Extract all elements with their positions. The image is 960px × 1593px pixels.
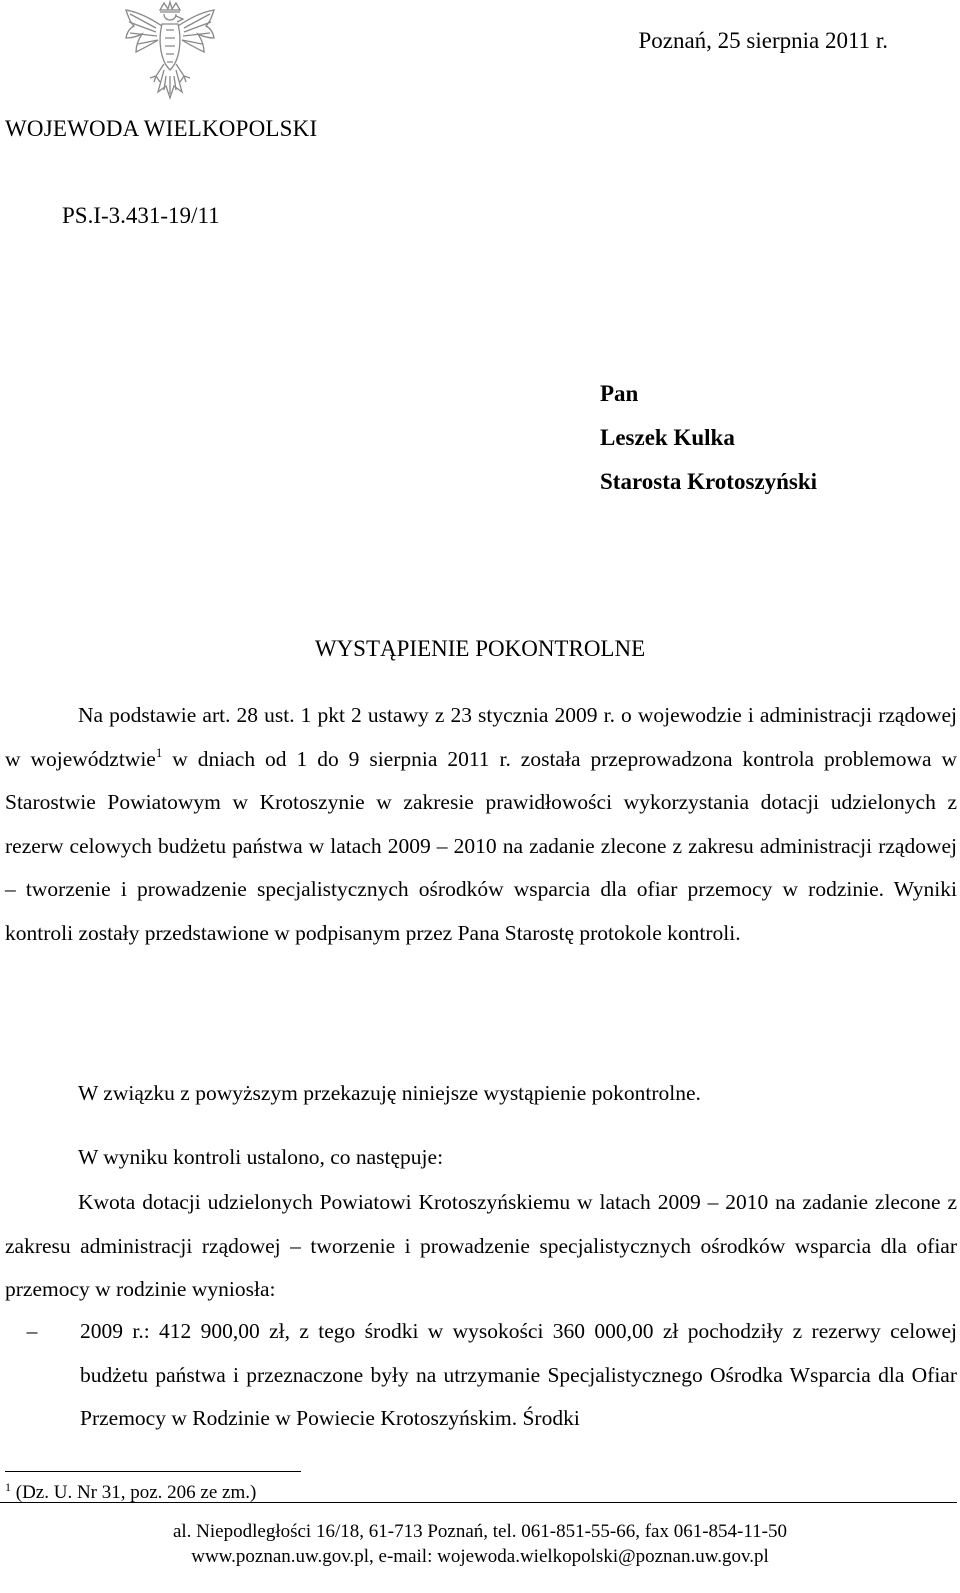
document-title: WYSTĄPIENIE POKONTROLNE: [314, 636, 646, 661]
footer-divider: [0, 1502, 957, 1503]
recipient-salutation: Pan: [600, 381, 639, 406]
list-item: 2009 r.: 412 900,00 zł, z tego środki w wysokości 360 000,00 zł pochodziły z rezerwy celowej budżetu państwa i przeznaczone były na utrzymanie Specjalistycznego Ośrodka Wsparcia dla Ofiar Przemocy w Rodzinie w Powiecie Krotoszyńskim. Środki: [80, 1319, 957, 1430]
findings-list: [0, 1310, 957, 1441]
list-dash: –: [26, 1319, 38, 1343]
footnote-number: 1: [5, 1480, 11, 1494]
footnote-divider: [5, 1471, 301, 1472]
paragraph-findings-intro: W wyniku kontroli ustalono, co następuje:: [78, 1145, 444, 1169]
paragraph-grant-amount-text: Kwota dotacji udzielonych Powiatowi Krotoszyńskiemu w latach 2009 – 2010 na zadanie zlecone z zakresu administracji rządowej – tworzenie i prowadzenie specjalistycznych ośrodków wsparcia dla ofiar przemocy w rodzinie wyniosła:: [5, 1190, 957, 1301]
footnote-text: (Dz. U. Nr 31, poz. 206 ze zm.): [11, 1482, 257, 1503]
footer-address: al. Niepodległości 16/18, 61-713 Poznań, tel. 061-851-55-66, fax 061-854-11-50: [172, 1521, 788, 1542]
recipient-title: Starosta Krotoszyński: [600, 469, 818, 494]
paragraph-legal-basis-text-2: w dniach od 1 do 9 sierpnia 2011 r. została przeprowadzona kontrola problemowa w Starostwie Powiatowym w Krotoszynie w zakresie prawidłowości wykorzystania dotacji udzielonych z rezerw celowych budżetu państwa w latach 2009 – 2010 na zadanie zlecone z zakresu administracji rządowej – tworzenie i prowadzenie specjalistycznych ośrodków wsparcia dla ofiar przemocy w rodzinie. Wyniki kontroli zostały przedstawione w podpisanym przez Pana Starostę protokole kontroli.: [5, 746, 957, 945]
polish-eagle-emblem-icon: [120, 0, 220, 104]
page-footer: [0, 1519, 960, 1569]
paragraph-grant-amount: [5, 1181, 957, 1312]
paragraph-legal-basis: [5, 694, 957, 955]
letter-date: Poznań, 25 sierpnia 2011 r.: [638, 28, 888, 53]
reference-number: PS.I-3.431-19/11: [62, 203, 220, 228]
footnote: [5, 1480, 256, 1504]
paragraph-transmittal: W związku z powyższym przekazuję niniejsze wystąpienie pokontrolne.: [78, 1081, 701, 1105]
issuer-name: WOJEWODA WIELKOPOLSKI: [5, 116, 318, 141]
footer-contact: www.poznan.uw.gov.pl, e-mail: wojewoda.wielkopolski@poznan.uw.gov.pl: [191, 1546, 769, 1567]
recipient-block: [600, 372, 817, 504]
footnote-reference: 1: [155, 744, 163, 760]
recipient-name: Leszek Kulka: [600, 425, 735, 450]
paragraph-legal-basis-text-1: Na podstawie art. 28 ust. 1 pkt 2 ustawy z 23 stycznia 2009 r. o wojewodzie i administracji rządowej w województwie: [5, 703, 957, 771]
